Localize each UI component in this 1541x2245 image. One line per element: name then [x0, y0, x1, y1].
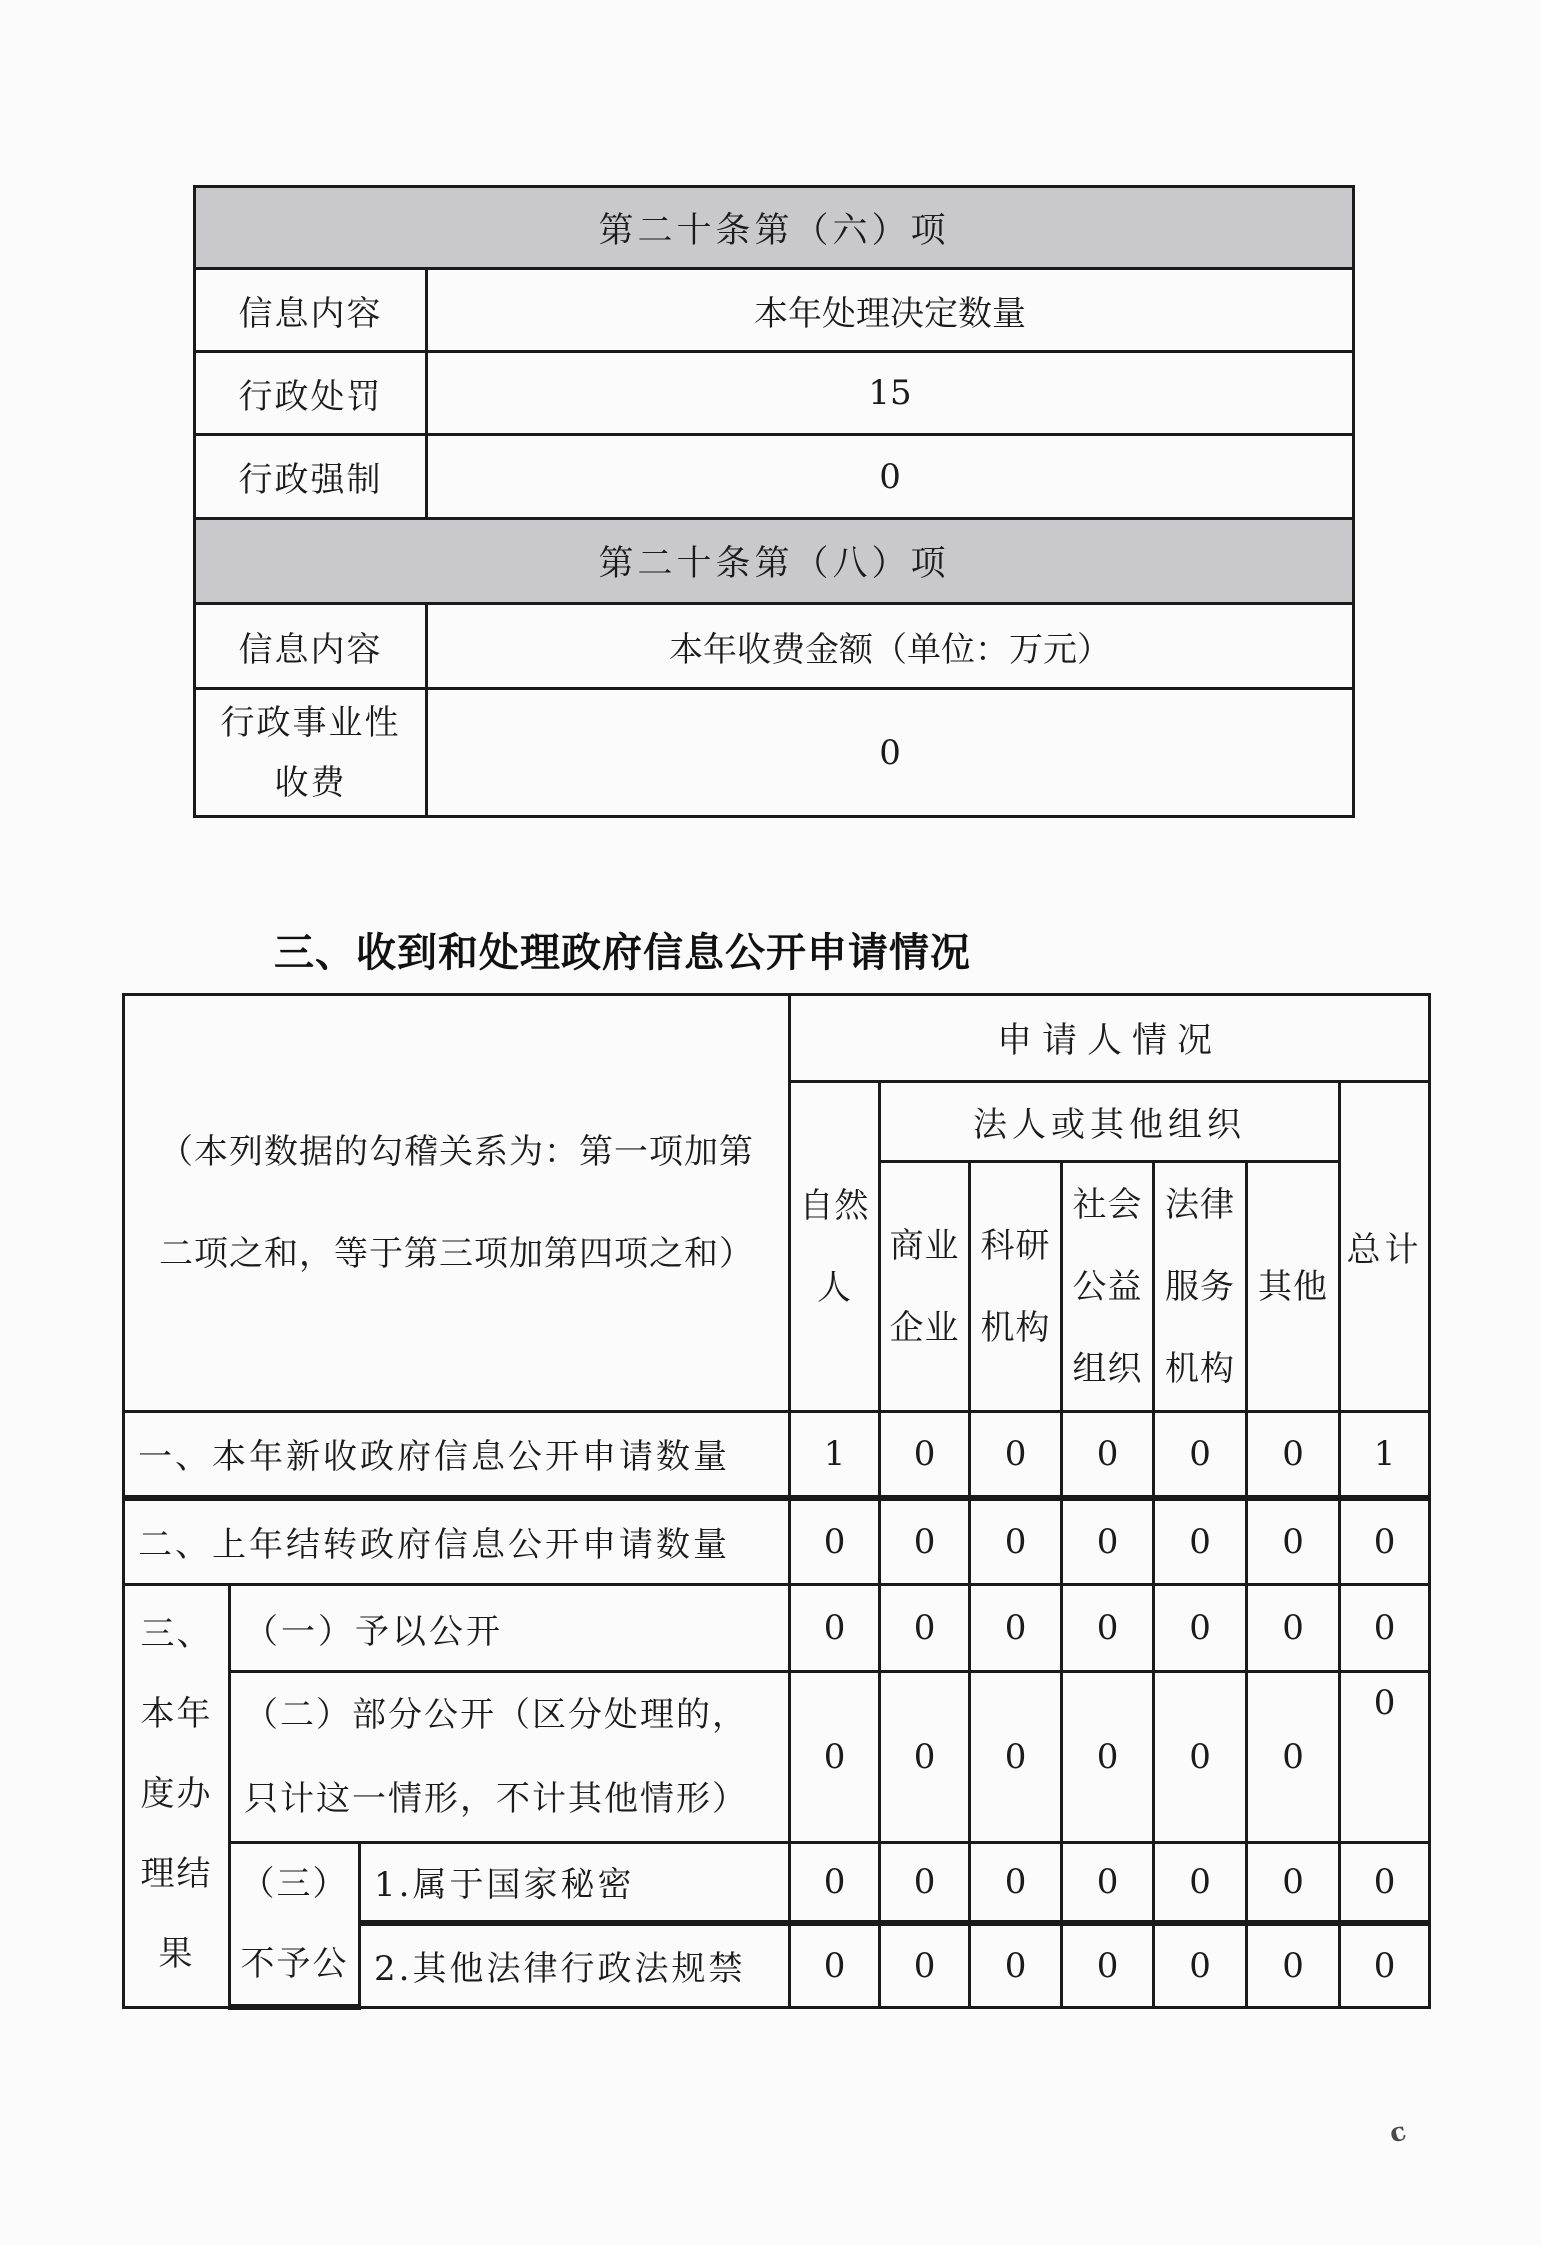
group-denied-label: [230, 1843, 360, 2008]
row-partial-label-line2: 只计这一情形，不计其他情形）: [244, 1779, 748, 1819]
value-cell: 0: [970, 1585, 1062, 1672]
applications-table: [122, 993, 1431, 2010]
table-row: [195, 689, 1354, 817]
value-cell: 0: [1340, 1672, 1430, 1843]
value-cell: 0: [1340, 1585, 1430, 1672]
col-header-business-enterprise: 商业企业: [880, 1162, 970, 1412]
fee-amount-header-value: 本年收费金额（单位：万元）: [427, 604, 1354, 689]
value-cell: 0: [880, 1498, 970, 1585]
value-cell: 0: [970, 1412, 1062, 1498]
value-cell: 0: [1062, 1923, 1154, 2007]
row-other-law-label: 2.其他法律行政法规禁: [360, 1923, 790, 2007]
col-header-natural-person: 自然人: [790, 1082, 880, 1412]
info-content-label: 信息内容: [195, 604, 427, 689]
value-cell: 0: [1340, 1498, 1430, 1585]
table-row: [195, 604, 1354, 689]
col-header-other: 其他: [1247, 1162, 1340, 1412]
table-row: [124, 995, 1430, 1082]
value-cell: 0: [880, 1672, 970, 1843]
corner-note-line2: 二项之和，等于第三项加第四项之和）: [159, 1234, 754, 1274]
value-cell: 0: [1154, 1412, 1247, 1498]
value-cell: 0: [790, 1672, 880, 1843]
admin-coercion-value: 0: [427, 435, 1354, 519]
article20-table: [193, 185, 1355, 818]
section-heading: 三、收到和处理政府信息公开申请情况: [274, 930, 971, 976]
item8-band-header: 第二十条第（八）项: [195, 519, 1354, 604]
row-state-secret-label: 1.属于国家秘密: [360, 1843, 790, 1923]
value-cell: 0: [1154, 1498, 1247, 1585]
row-partial-label: [230, 1672, 790, 1843]
value-cell: 0: [790, 1923, 880, 2007]
value-cell: 0: [1340, 1923, 1430, 2007]
value-cell: 0: [790, 1498, 880, 1585]
value-cell: 0: [1247, 1498, 1340, 1585]
value-cell: 0: [1247, 1585, 1340, 1672]
info-content-value: 本年处理决定数量: [427, 269, 1354, 352]
value-cell: 0: [790, 1843, 880, 1923]
admin-penalty-value: 15: [427, 352, 1354, 435]
value-cell: 0: [1154, 1923, 1247, 2007]
row-new-applications-label: 一、本年新收政府信息公开申请数量: [124, 1412, 790, 1498]
corner-note-line1: （本列数据的勾稽关系为：第一项加第: [159, 1132, 754, 1172]
table-row: [124, 1843, 1430, 1923]
admin-fee-label-line2: 收费: [274, 762, 347, 803]
admin-fee-label-line1: 行政事业性: [220, 702, 401, 743]
value-cell: 0: [1154, 1672, 1247, 1843]
scan-artifact: c: [1386, 2116, 1410, 2150]
item6-band-header: 第二十条第（六）项: [195, 187, 1354, 269]
value-cell: 0: [1062, 1585, 1154, 1672]
value-cell: 0: [880, 1412, 970, 1498]
table-row: [124, 1585, 1430, 1672]
col-header-total: 总计: [1340, 1082, 1430, 1412]
section-results-label: 三、本年度办理结果: [124, 1585, 230, 2008]
value-cell: 0: [1247, 1412, 1340, 1498]
value-cell: 0: [1062, 1843, 1154, 1923]
col-header-research-institution: 科研机构: [970, 1162, 1062, 1412]
table-row: [195, 435, 1354, 519]
col-header-social-welfare-org: 社会公益组织: [1062, 1162, 1154, 1412]
admin-fee-label: [195, 689, 427, 817]
admin-coercion-label: 行政强制: [195, 435, 427, 519]
value-cell: 0: [880, 1843, 970, 1923]
group-denied-line1: （三）: [240, 1864, 349, 1904]
admin-penalty-label: 行政处罚: [195, 352, 427, 435]
table-row: [195, 519, 1354, 604]
admin-fee-value: 0: [427, 689, 1354, 817]
table-row: [195, 352, 1354, 435]
info-content-label: 信息内容: [195, 269, 427, 352]
value-cell: 1: [790, 1412, 880, 1498]
value-cell: 0: [1062, 1498, 1154, 1585]
col-header-legal-service-org: 法律服务机构: [1154, 1162, 1247, 1412]
value-cell: 0: [880, 1585, 970, 1672]
value-cell: 0: [970, 1672, 1062, 1843]
group-denied-line2: 不予公: [240, 1944, 349, 1984]
value-cell: 0: [1247, 1843, 1340, 1923]
row-carryover-applications-label: 二、上年结转政府信息公开申请数量: [124, 1498, 790, 1585]
table-row: [124, 1412, 1430, 1498]
applicant-situation-header: 申请人情况: [790, 995, 1430, 1082]
table-row: [195, 187, 1354, 269]
value-cell: 0: [970, 1498, 1062, 1585]
value-cell: 0: [880, 1923, 970, 2007]
col-header-legal-or-other-org: 法人或其他组织: [880, 1082, 1340, 1162]
row-granted-label: （一）予以公开: [230, 1585, 790, 1672]
value-cell: 0: [970, 1923, 1062, 2007]
table-row: [124, 1498, 1430, 1585]
corner-note-cell: [124, 995, 790, 1412]
value-cell: 0: [790, 1585, 880, 1672]
row-partial-label-line1: （二）部分公开（区分处理的，: [244, 1695, 748, 1735]
value-cell: 1: [1340, 1412, 1430, 1498]
value-cell: 0: [1062, 1412, 1154, 1498]
value-cell: 0: [1247, 1923, 1340, 2007]
value-cell: 0: [1340, 1843, 1430, 1923]
value-cell: 0: [1154, 1843, 1247, 1923]
value-cell: 0: [1154, 1585, 1247, 1672]
value-cell: 0: [970, 1843, 1062, 1923]
table-row: [195, 269, 1354, 352]
value-cell: 0: [1247, 1672, 1340, 1843]
value-cell: 0: [1062, 1672, 1154, 1843]
table-row: [124, 1672, 1430, 1843]
